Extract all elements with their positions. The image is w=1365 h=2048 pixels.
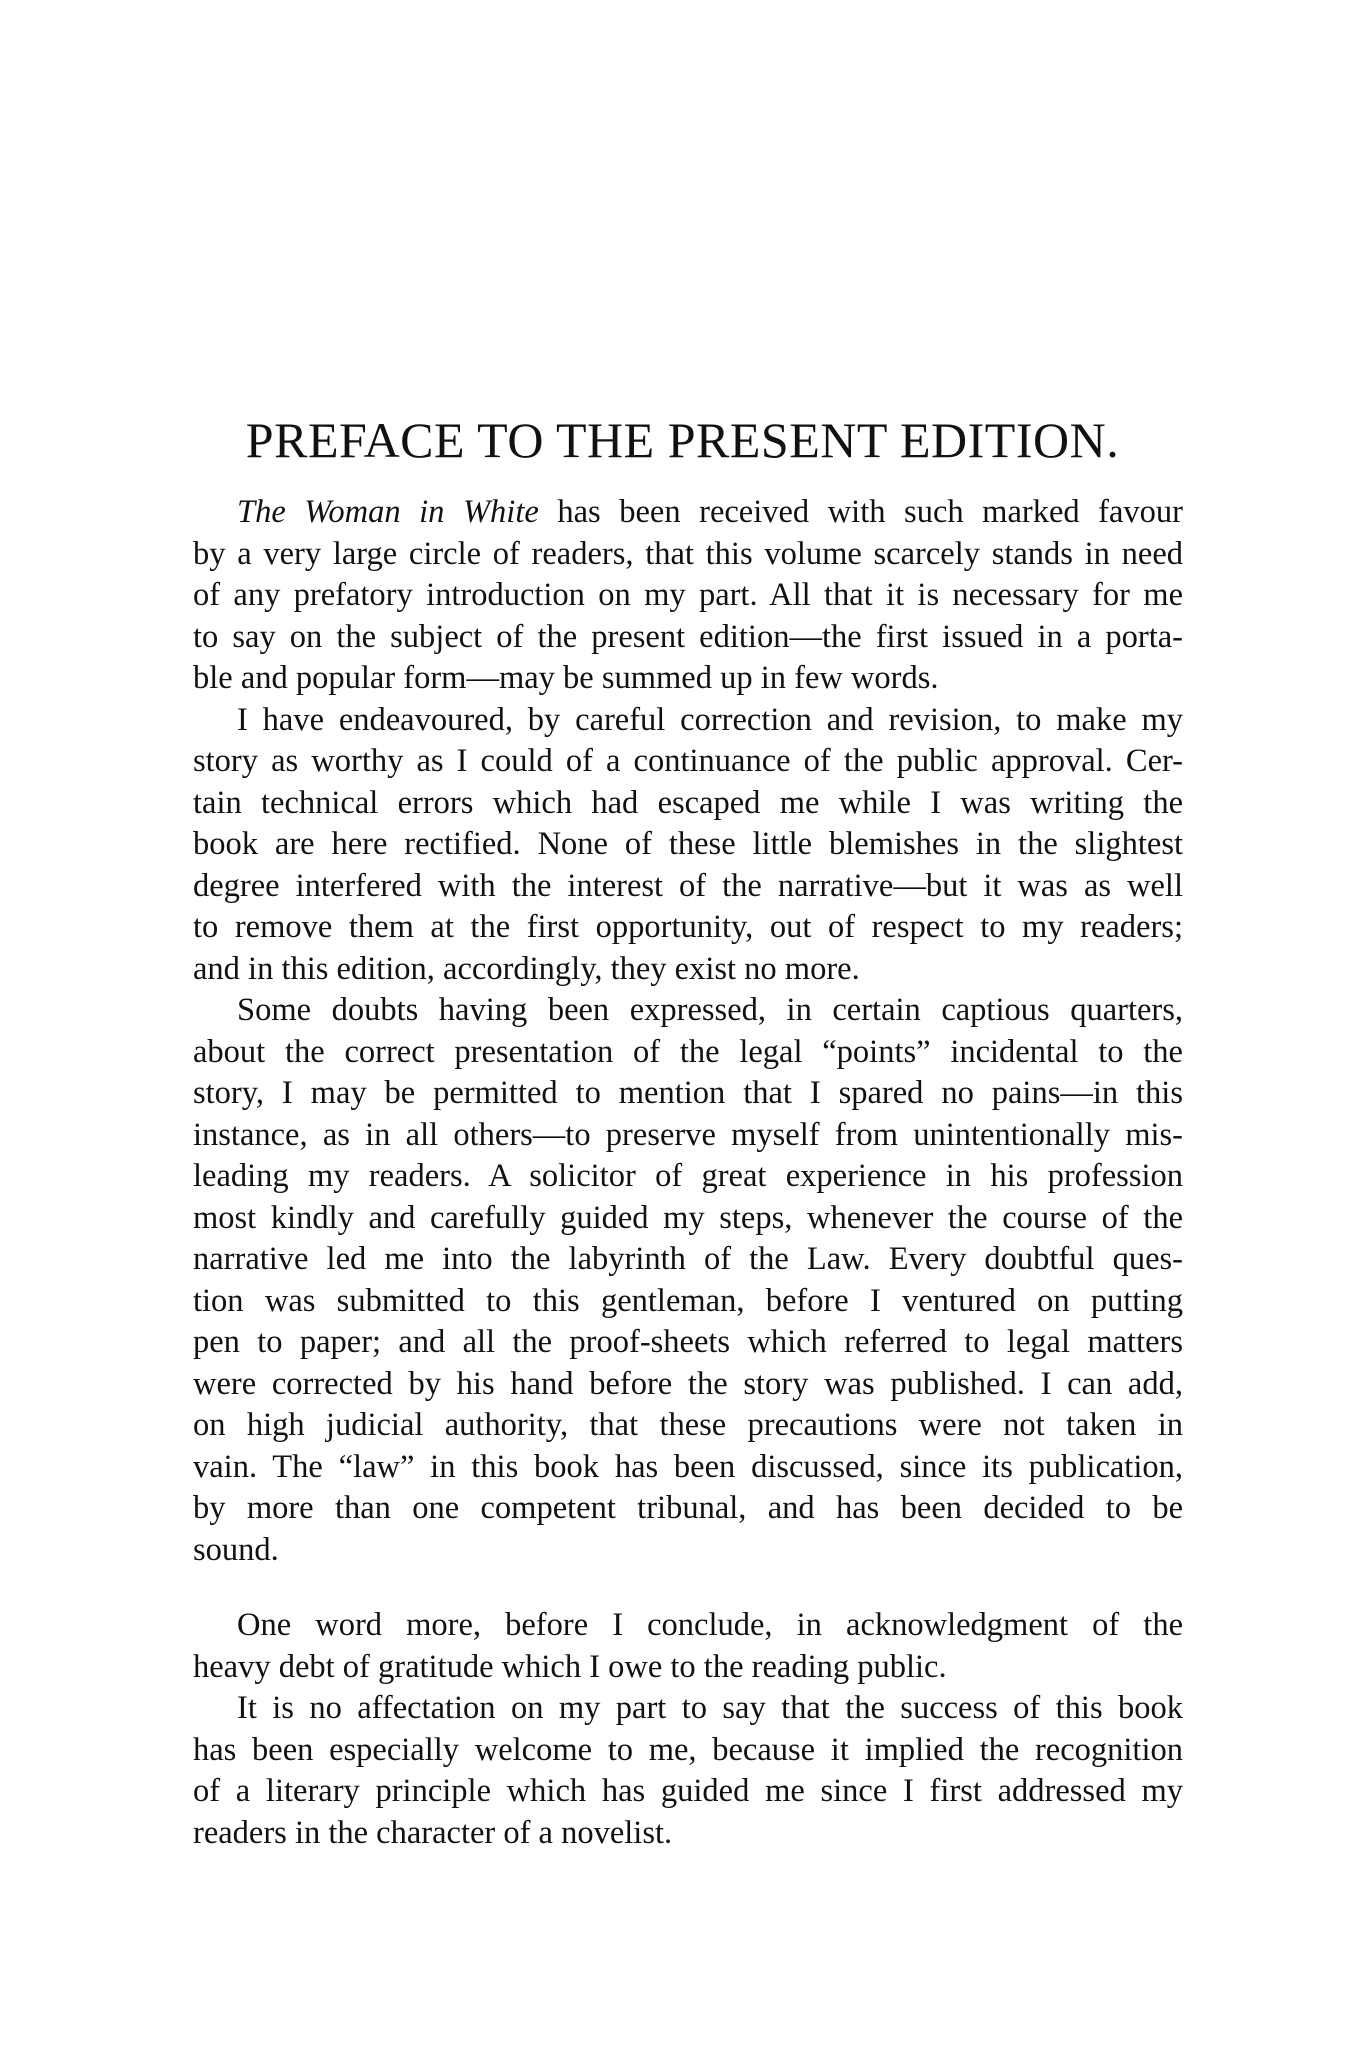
page-title: PREFACE TO THE PRESENT EDITION.: [245, 412, 1120, 468]
text-line: [193, 1447, 1183, 1489]
text-line: [193, 1771, 1183, 1813]
text-line: [193, 741, 1183, 783]
text-line: [193, 1239, 1183, 1281]
text-run: to remove them at the first opportunity, out of respect to my readers;: [193, 909, 1183, 945]
text-run: narrative led me into the labyrinth of the Law. Every doubtful ques-: [193, 1241, 1183, 1277]
text-run: tion was submitted to this gentleman, before I ventured on putting: [193, 1282, 1183, 1319]
text-run: vain. The “law” in this book has been discussed, since its publication,: [193, 1448, 1183, 1485]
text-line: [193, 1364, 1183, 1406]
text-line: [193, 492, 1183, 534]
text-line: [193, 1605, 1183, 1647]
text-run: of any prefatory introduction on my part. All that it is necessary for me: [193, 577, 1183, 613]
text-run: story, I may be permitted to mention that I spared no pains—in this: [193, 1075, 1183, 1111]
text-line: [193, 1198, 1183, 1240]
text-run: readers in the character of a novelist.: [193, 1814, 673, 1851]
text-run: by a very large circle of readers, that this volume scarcely stands in need: [193, 535, 1183, 572]
text-line: [193, 1647, 1183, 1689]
text-run: most kindly and carefully guided my steps, whenever the course of the: [193, 1199, 1183, 1236]
text-run: to say on the subject of the present edition—the first issued in a porta-: [193, 618, 1183, 655]
text-line: [193, 824, 1183, 866]
text-run: of a literary principle which has guided me since I first addressed my: [193, 1773, 1183, 1809]
text-run: has been especially welcome to me, because it implied the recognition: [193, 1731, 1183, 1768]
text-line: [193, 1032, 1183, 1074]
text-run: and in this edition, accordingly, they exist no more.: [193, 950, 860, 987]
text-line: [193, 1488, 1183, 1530]
text-line: [193, 783, 1183, 825]
text-run: ble and popular form—may be summed up in few words.: [193, 660, 939, 696]
text-line: [193, 1073, 1183, 1115]
text-line: [193, 1405, 1183, 1447]
text-run: has been received with such marked favour: [538, 494, 1183, 530]
text-line: [193, 1156, 1183, 1198]
text-run: It is no affectation on my part to say that the success of this book: [237, 1690, 1183, 1726]
text-line: [193, 534, 1183, 576]
text-block-main: [193, 492, 1183, 1571]
text-block-closing: [193, 1605, 1183, 1854]
text-run: Some doubts having been expressed, in certain captious quarters,: [237, 992, 1183, 1028]
text-run: leading my readers. A solicitor of great experience in his profession: [193, 1158, 1183, 1194]
text-run: on high judicial authority, that these precautions were not taken in: [193, 1407, 1183, 1443]
text-line: [193, 990, 1183, 1032]
text-run: sound.: [193, 1531, 279, 1568]
text-run: book are here rectified. None of these little blemishes in the slightest: [193, 826, 1183, 862]
text-line: [193, 949, 1183, 991]
text-line: [193, 1530, 1183, 1572]
book-title-italic: The Woman in White: [237, 494, 539, 530]
text-line: [193, 1115, 1183, 1157]
text-run: degree interfered with the interest of the narrative—but it was as well: [193, 867, 1183, 904]
text-line: [193, 1730, 1183, 1772]
text-line: [193, 1322, 1183, 1364]
text-line: [193, 658, 1183, 700]
text-run: by more than one competent tribunal, and has been decided to be: [193, 1490, 1183, 1526]
text-run: were corrected by his hand before the story was published. I can add,: [193, 1365, 1183, 1402]
text-line: [193, 1813, 1183, 1855]
text-line: [193, 1281, 1183, 1323]
text-run: story as worthy as I could of a continuance of the public approval. Cer-: [193, 743, 1183, 779]
text-run: instance, as in all others—to preserve myself from unintentionally mis-: [193, 1116, 1183, 1153]
text-line: [193, 700, 1183, 742]
text-run: about the correct presentation of the legal “points” incidental to the: [193, 1033, 1183, 1070]
text-line: [193, 1688, 1183, 1730]
text-run: One word more, before I conclude, in acknowledgment of the: [237, 1607, 1183, 1643]
text-run: I have endeavoured, by careful correction and revision, to make my: [237, 701, 1183, 738]
text-line: [193, 617, 1183, 659]
text-run: tain technical errors which had escaped me while I was writing the: [193, 784, 1183, 821]
text-line: [193, 575, 1183, 617]
text-run: pen to paper; and all the proof-sheets which referred to legal matters: [193, 1324, 1183, 1360]
text-line: [193, 866, 1183, 908]
text-line: [193, 907, 1183, 949]
text-run: heavy debt of gratitude which I owe to the reading public.: [193, 1648, 947, 1685]
